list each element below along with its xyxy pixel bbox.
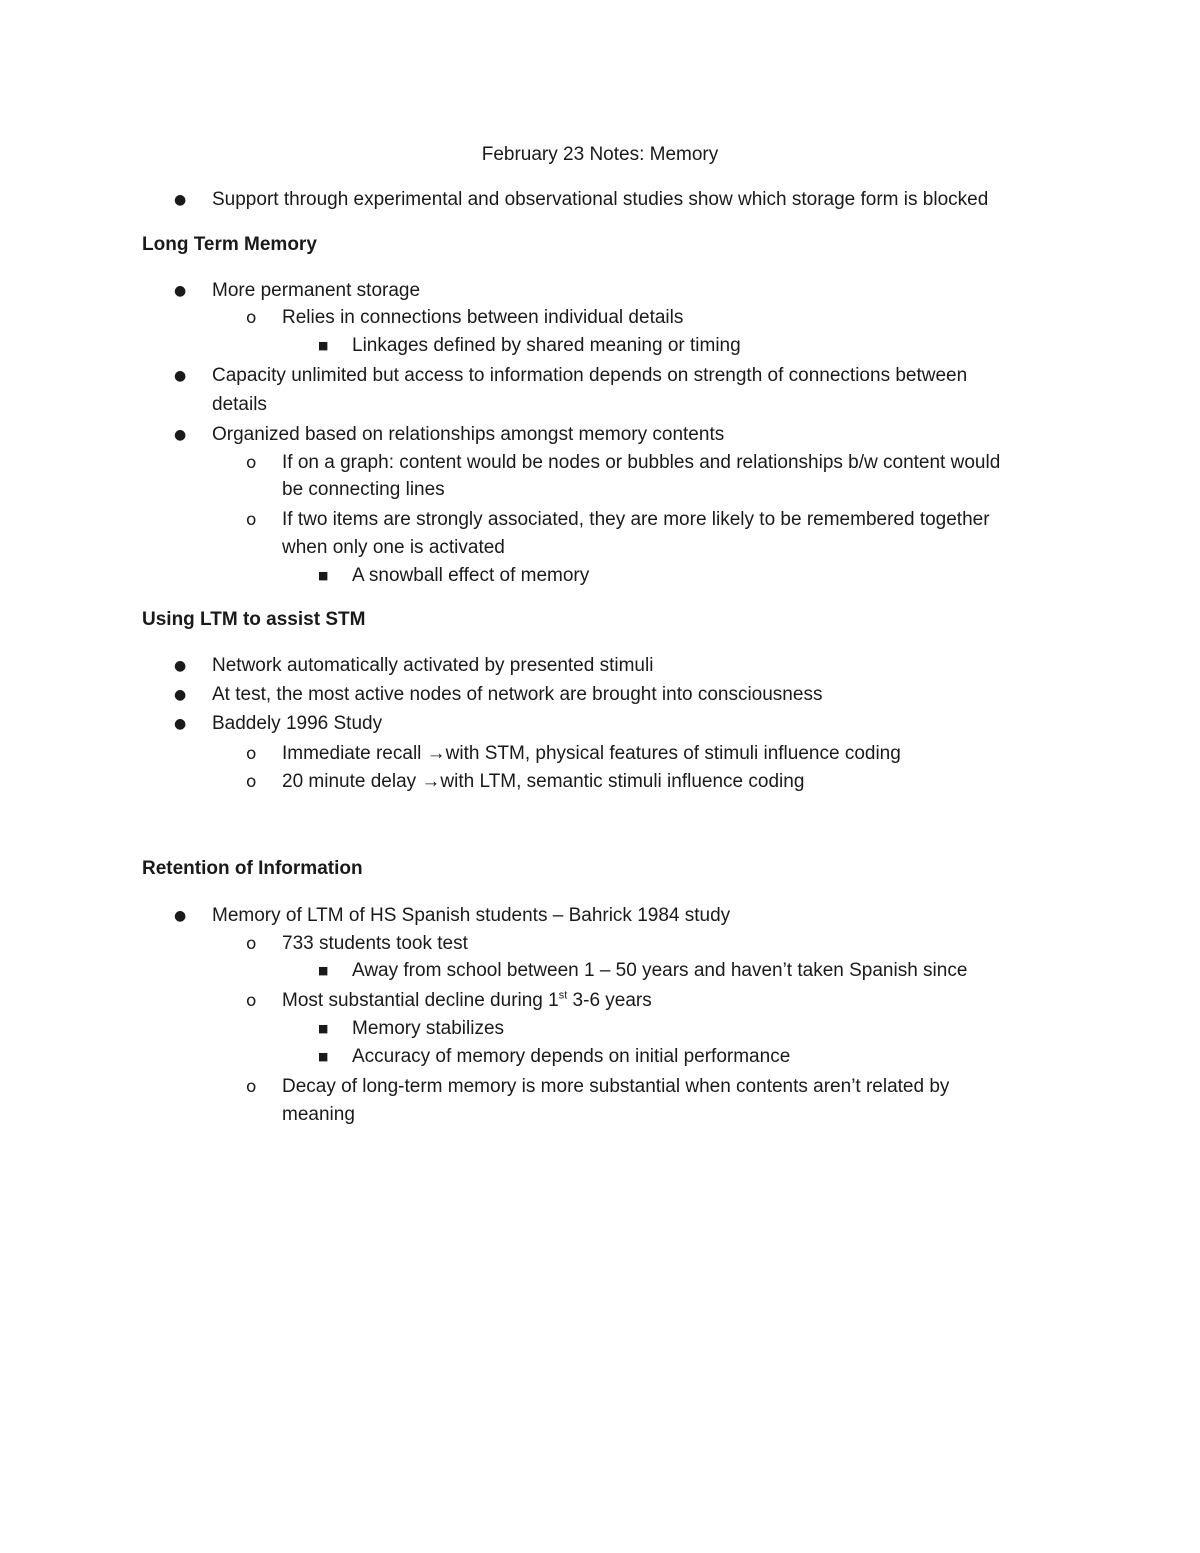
bullet-icon: ●: [174, 687, 187, 703]
sub-list-item: [246, 987, 652, 1015]
square-bullet-icon: ■: [318, 1050, 329, 1063]
circle-bullet-icon: o: [246, 772, 257, 792]
list-item-text: Baddely 1996 Study: [212, 713, 383, 734]
bullet-icon: ●: [174, 427, 187, 443]
list-item: [174, 277, 421, 305]
list-item-text: Capacity unlimited but access to information depends on strength of connections between: [212, 365, 968, 386]
list-item-text: If two items are strongly associated, they are more likely to be remembered together: [282, 509, 990, 530]
bullet-icon: ●: [174, 716, 187, 732]
sub-sub-list-item: [318, 332, 741, 360]
square-bullet-icon: ■: [318, 339, 329, 352]
list-item-continuation: meaning: [282, 1104, 355, 1125]
section-heading-using-ltm: Using LTM to assist STM: [142, 609, 366, 630]
sub-sub-list-item: [318, 1043, 791, 1071]
list-item: [174, 362, 968, 390]
list-item-text: Memory of LTM of HS Spanish students – Bahrick 1984 study: [212, 905, 731, 926]
sub-sub-list-item: [318, 1015, 505, 1043]
list-item-text: Linkages defined by shared meaning or timing: [352, 335, 741, 356]
sub-sub-list-item: [318, 957, 968, 985]
sub-sub-list-item: [318, 562, 590, 590]
list-item-text: Away from school between 1 – 50 years and haven’t taken Spanish since: [352, 960, 968, 981]
sub-list-item: [246, 768, 805, 796]
list-item: [174, 902, 731, 930]
list-item-continuation: be connecting lines: [282, 479, 445, 500]
sub-list-item: [246, 930, 468, 958]
bullet-icon: ●: [174, 658, 187, 674]
bullet-icon: ●: [174, 908, 187, 924]
circle-bullet-icon: o: [246, 991, 257, 1011]
list-item-text: Relies in connections between individual details: [282, 307, 684, 328]
square-bullet-icon: ■: [318, 569, 329, 582]
list-item: [174, 652, 654, 680]
list-item-text: Organized based on relationships amongst memory contents: [212, 424, 725, 445]
list-item-text: Most substantial decline during 1st 3-6 years: [282, 989, 652, 1011]
sub-list-item: [246, 1073, 950, 1101]
page-title: February 23 Notes: Memory: [481, 144, 719, 165]
list-item: [174, 710, 383, 738]
list-item-text: Support through experimental and observational studies show which storage form is blocked: [212, 189, 989, 210]
list-item-text: 733 students took test: [282, 933, 468, 954]
list-item-text: Accuracy of memory depends on initial performance: [352, 1046, 791, 1067]
list-item-text: Decay of long-term memory is more substantial when contents aren’t related by: [282, 1076, 950, 1097]
list-item-text: More permanent storage: [212, 280, 421, 301]
circle-bullet-icon: o: [246, 453, 257, 473]
sub-list-item: [246, 304, 684, 332]
list-item-continuation: details: [212, 394, 267, 415]
sub-list-item: [246, 449, 1001, 477]
list-item-text: If on a graph: content would be nodes or bubbles and relationships b/w content would: [282, 452, 1001, 473]
bullet-icon: ●: [174, 192, 187, 208]
circle-bullet-icon: o: [246, 308, 257, 328]
bullet-icon: ●: [174, 283, 187, 299]
sub-list-item: [246, 506, 990, 534]
list-item-text: Network automatically activated by presented stimuli: [212, 655, 654, 676]
ordinal-superscript: st: [558, 989, 568, 1002]
list-item: [174, 681, 823, 709]
list-item-text: Memory stabilizes: [352, 1018, 505, 1039]
circle-bullet-icon: o: [246, 744, 257, 764]
list-item-text: Immediate recall →with STM, physical features of stimuli influence coding: [282, 743, 901, 764]
circle-bullet-icon: o: [246, 934, 257, 954]
circle-bullet-icon: o: [246, 1077, 257, 1097]
list-item: [174, 186, 989, 214]
square-bullet-icon: ■: [318, 1022, 329, 1035]
list-item-text: 20 minute delay →with LTM, semantic stimuli influence coding: [282, 771, 805, 792]
list-item-text: A snowball effect of memory: [352, 565, 590, 586]
list-item: [174, 421, 725, 449]
list-item-continuation: when only one is activated: [282, 537, 505, 558]
square-bullet-icon: ■: [318, 964, 329, 977]
sub-list-item: [246, 740, 901, 768]
bullet-icon: ●: [174, 368, 187, 384]
circle-bullet-icon: o: [246, 510, 257, 530]
section-heading-retention: Retention of Information: [142, 858, 363, 879]
section-heading-long-term-memory: Long Term Memory: [142, 234, 317, 255]
list-item-text: At test, the most active nodes of network are brought into consciousness: [212, 684, 823, 705]
